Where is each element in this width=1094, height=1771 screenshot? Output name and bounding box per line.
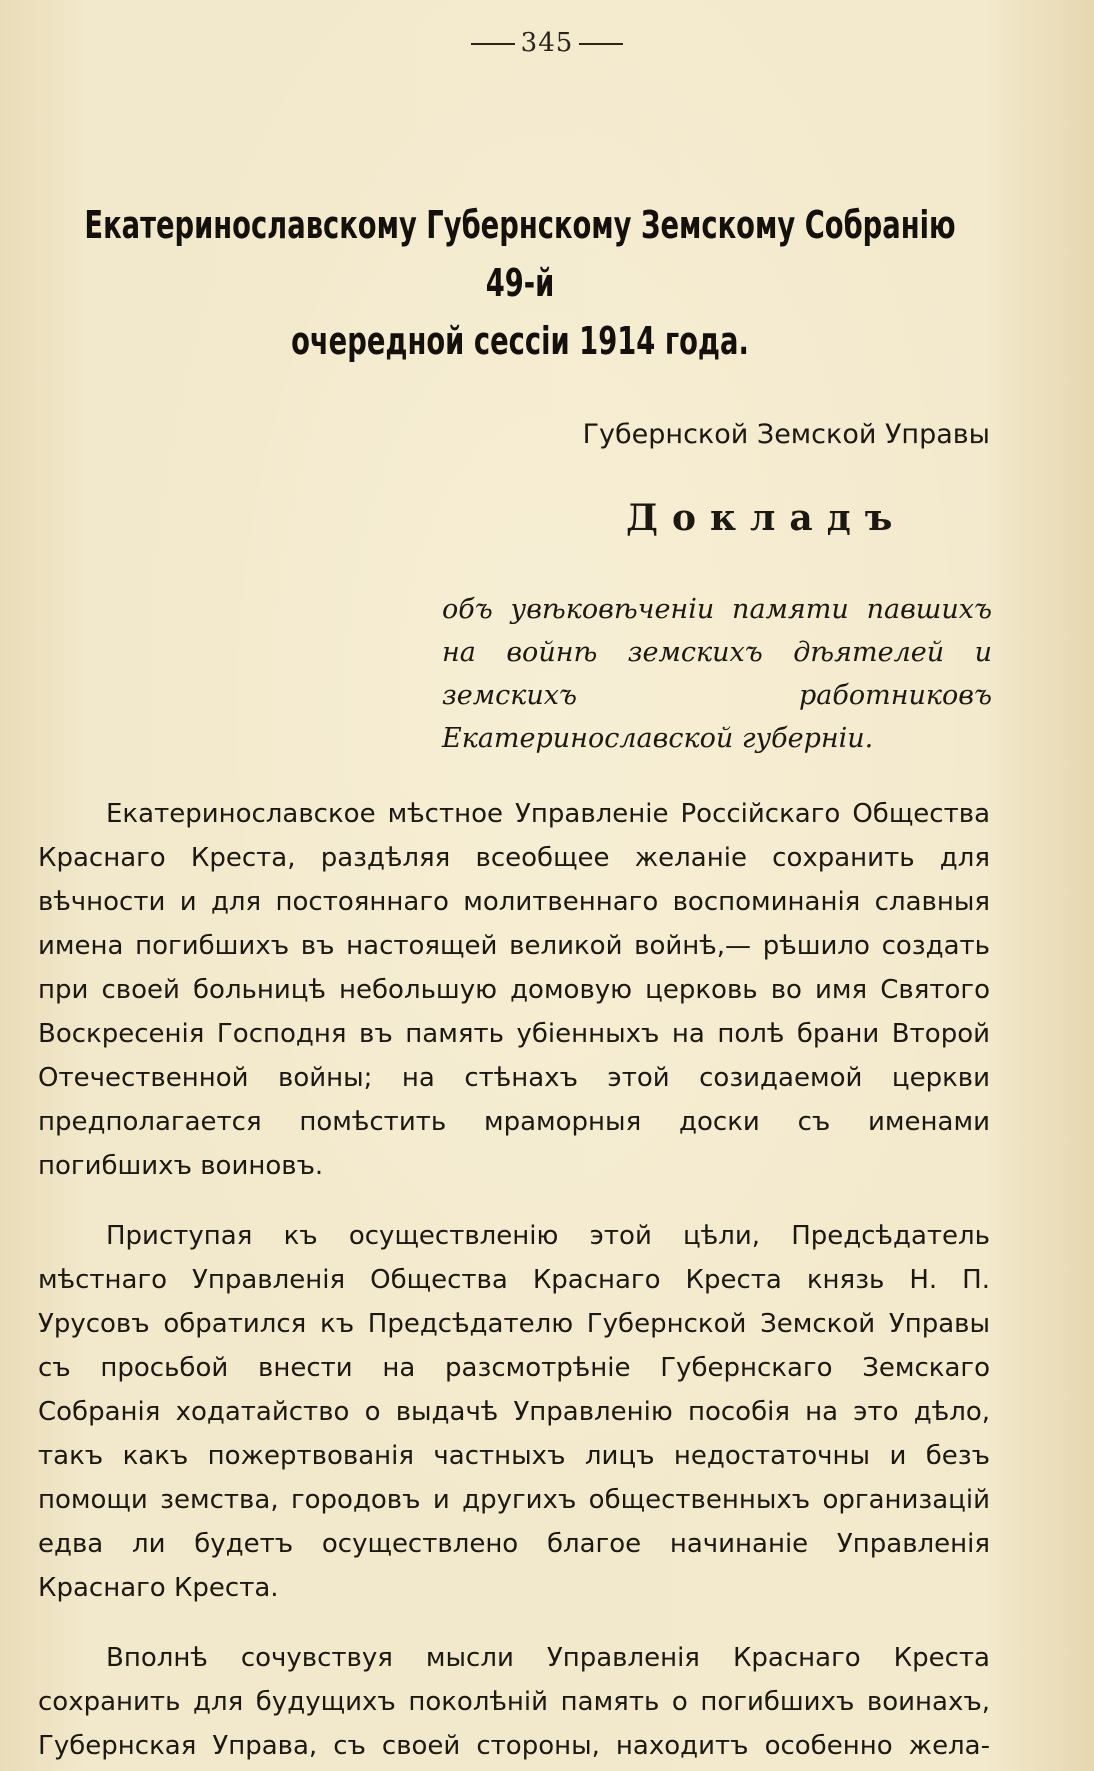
paragraph-1: Екатеринославское мѣстное Управленіе Россійскаго Общества Краснаго Креста, раздѣляя всеобщее желаніе сохранить для вѣчности и для постояннаго молитвеннаго воспоминанія славныя имена погибшихъ въ настоящей великой войнѣ,— рѣшило создать при своей больницѣ небольшую домовую церковь во имя Святого Воскресенія Господня въ память убіенныхъ на полѣ брани Второй Отечественной войны; на стѣнахъ этой созидаемой церкви предполагается помѣстить мраморныя доски съ именами погибшихъ воиновъ. bbox=[38, 799, 990, 1181]
heading-line-1: Екатеринославскому Губернскому Земскому Собранію 49-й bbox=[84, 203, 956, 305]
page-number-value: 345 bbox=[520, 28, 574, 58]
page-number bbox=[0, 28, 1094, 58]
paragraph-2: Приступая къ осуществленію этой цѣли, Предсѣдатель мѣстнаго Управленія Общества Краснаго Креста князь Н. П. Урусовъ обратился къ Предсѣдателю Губернской Земской Управы съ просьбой внести на разсмотрѣніе Губернскаго Земскаго Собранія ходатайство о выдачѣ Управленію пособія на это дѣло, такъ какъ пожертвованія частныхъ лицъ недостаточны и безъ помощи земства, городовъ и другихъ общественныхъ организацій едва ли будетъ осуществлено благое начинаніе Управленія Краснаго Креста. bbox=[38, 1221, 990, 1603]
page-number-dash-left bbox=[471, 43, 515, 45]
page-number-dash-right bbox=[579, 43, 623, 45]
report-subject: объ увѣковѣченіи памяти павшихъ на войнѣ земскихъ дѣятелей и земскихъ работниковъ Екатеринославской губерніи. bbox=[442, 594, 992, 754]
paragraph-3: Вполнѣ сочувствуя мысли Управленія Краснаго Креста сохранить для будущихъ поколѣній память о погибшихъ воинахъ, Губернская Управа, съ своей стороны, находитъ особенно жела- bbox=[38, 1643, 990, 1761]
document-heading bbox=[84, 196, 956, 370]
heading-line-2: очередной сессіи 1914 года. bbox=[291, 319, 749, 363]
report-title: Докладъ bbox=[626, 497, 907, 539]
issuing-body: Губернской Земской Управы bbox=[582, 419, 990, 450]
body-text bbox=[38, 792, 990, 1768]
